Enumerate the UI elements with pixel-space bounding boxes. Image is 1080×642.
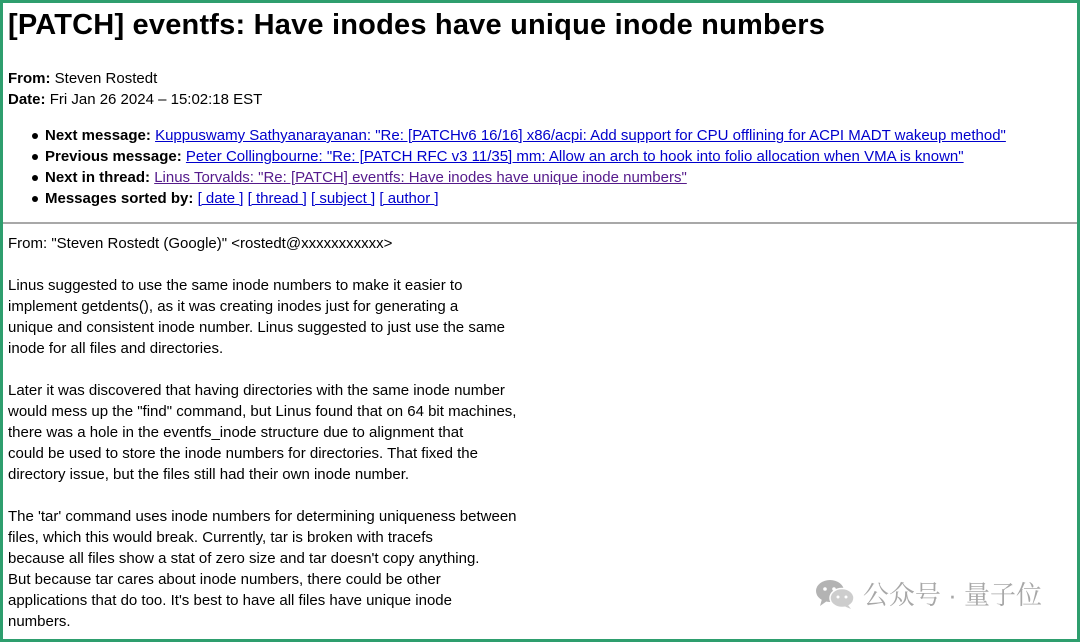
- from-value: Steven Rostedt: [54, 70, 158, 87]
- next-label: Next message:: [45, 127, 151, 144]
- date-value: Fri Jan 26 2024 – 15:02:18 EST: [49, 91, 263, 108]
- previous-label: Previous message:: [45, 148, 182, 165]
- nav-item-previous: [3, 146, 1006, 167]
- from-label: From:: [8, 70, 51, 87]
- nav-item-thread: [3, 167, 1006, 188]
- page-title: [PATCH] eventfs: Have inodes have unique inode numbers: [8, 9, 826, 41]
- nav-item-next: [3, 125, 1006, 146]
- nav-item-sorted: [3, 188, 1006, 209]
- sorted-label: Messages sorted by:: [45, 190, 194, 207]
- horizontal-divider: [3, 222, 1077, 224]
- message-body: From: "Steven Rostedt (Google)" <rostedt@xxxxxxxxxxx> Linus suggested to use the same inode numbers to make it easier to implement getdents(), as it was creating inodes just for generating a unique and consistent inode number. Linus suggested to just use the same inode for all files and directories. Later it was discovered that having directories with the same inode number would mess up the "find" command, but Linus found that on 64 bit machines, there was a hole in the eventfs_inode structure due to alignment that could be used to store the inode numbers for directories. That fixed the directory issue, but the files still had their own inode number. The 'tar' command uses inode numbers for determining uniqueness between files, which this would break. Currently, tar is broken with tracefs because all files show a stat of zero size and tar doesn't copy anything. But because tar cares about inode numbers, there could be other applications that do too. It's best to have all files have unique inode numbers.: [8, 235, 517, 630]
- wechat-icon: [815, 578, 855, 610]
- next-in-thread-link[interactable]: Linus Torvalds: "Re: [PATCH] eventfs: Have inodes have unique inode numbers": [154, 169, 687, 186]
- sort-by-thread-link[interactable]: [ thread ]: [247, 190, 307, 207]
- watermark-text: 公众号 · 量子位: [862, 580, 1042, 610]
- thread-label: Next in thread:: [45, 169, 151, 186]
- next-message-link[interactable]: Kuppuswamy Sathyanarayanan: "Re: [PATCHv6 16/16] x86/acpi: Add support for CPU offlining for ACPI MADT wakeup method": [155, 127, 1006, 144]
- sort-by-subject-link[interactable]: [ subject ]: [310, 190, 376, 207]
- date-label: Date:: [8, 91, 46, 108]
- message-navigation: [3, 125, 1006, 209]
- sort-by-date-link[interactable]: [ date ]: [197, 190, 244, 207]
- watermark: [815, 575, 1042, 612]
- sort-by-author-link[interactable]: [ author ]: [379, 190, 439, 207]
- date-line: [8, 91, 262, 108]
- from-line: [8, 70, 157, 87]
- previous-message-link[interactable]: Peter Collingbourne: "Re: [PATCH RFC v3 11/35] mm: Allow an arch to hook into folio allocation when VMA is known": [185, 148, 964, 165]
